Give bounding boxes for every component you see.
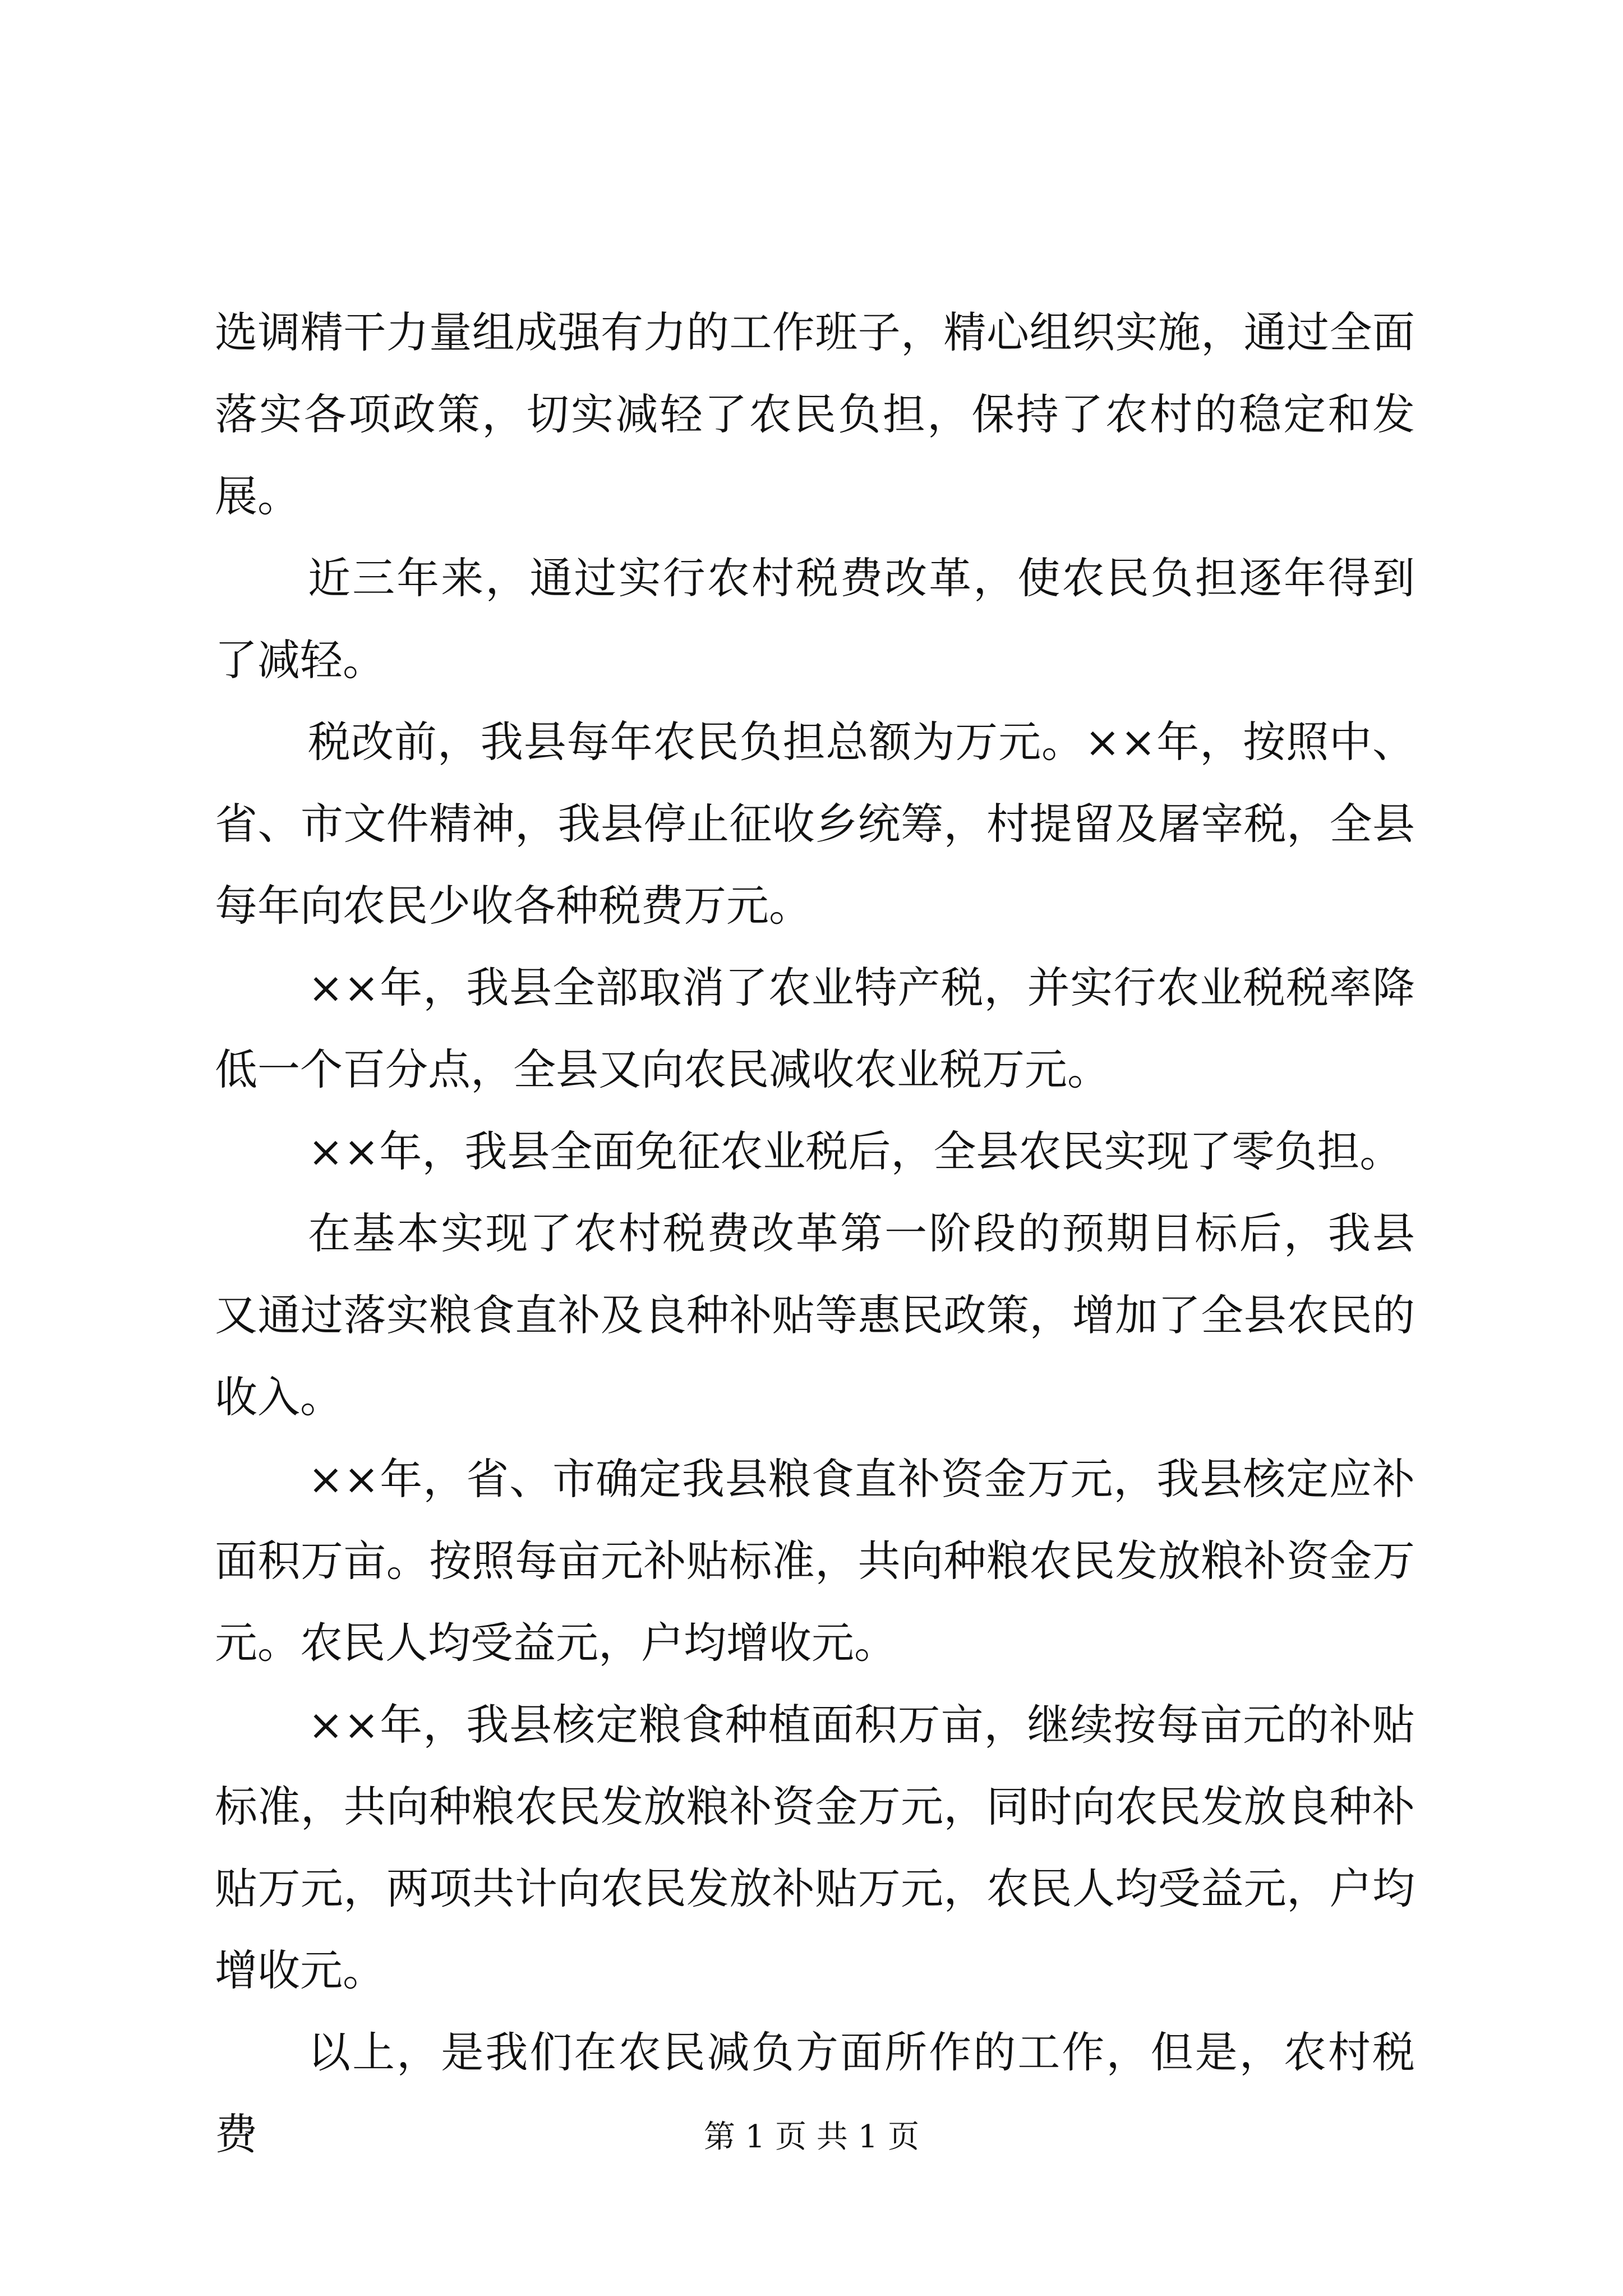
page-footer (0, 2118, 1623, 2157)
paragraph-3: 税改前，我县每年农民负担总额为万元。××年，按照中、省、市文件精神，我县停止征收乡统筹，村提留及屠宰税，全县每年向农民少收各种税费万元。 (215, 717, 1415, 931)
paragraph-5: ××年，我县全面免征农业税后，全县农民实现了零负担。 (308, 1126, 1403, 1176)
paragraph-7: ××年，省、市确定我县粮食直补资金万元，我县核定应补面积万亩。按照每亩元补贴标准，共向种粮农民发放粮补资金万元。农民人均受益元，户均增收元。 (215, 1454, 1415, 1668)
paragraph-6: 在基本实现了农村税费改革第一阶段的预期目标后，我县又通过落实粮食直补及良种补贴等惠民政策，增加了全县农民的收入。 (215, 1208, 1415, 1422)
document-body (215, 292, 1415, 2175)
paragraph-8: ××年，我县核定粮食种植面积万亩，继续按每亩元的补贴标准，共向种粮农民发放粮补资金万元，同时向农民发放良种补贴万元，两项共计向农民发放补贴万元，农民人均受益元，户均增收元。 (215, 1700, 1415, 1995)
paragraph-2: 近三年来，通过实行农村税费改革，使农民负担逐年得到了减轻。 (215, 553, 1415, 685)
paragraph-9: 以上，是我们在农民减负方面所作的工作，但是，农村税费 (215, 2027, 1415, 2159)
paragraph-1: 选调精干力量组成强有力的工作班子，精心组织实施，通过全面落实各项政策，切实减轻了农民负担，保持了农村的稳定和发展。 (215, 307, 1415, 521)
paragraph-4: ××年，我县全部取消了农业特产税，并实行农业税税率降低一个百分点，全县又向农民减收农业税万元。 (215, 963, 1415, 1094)
page-number-label: 第 1 页 共 1 页 (703, 2119, 920, 2155)
